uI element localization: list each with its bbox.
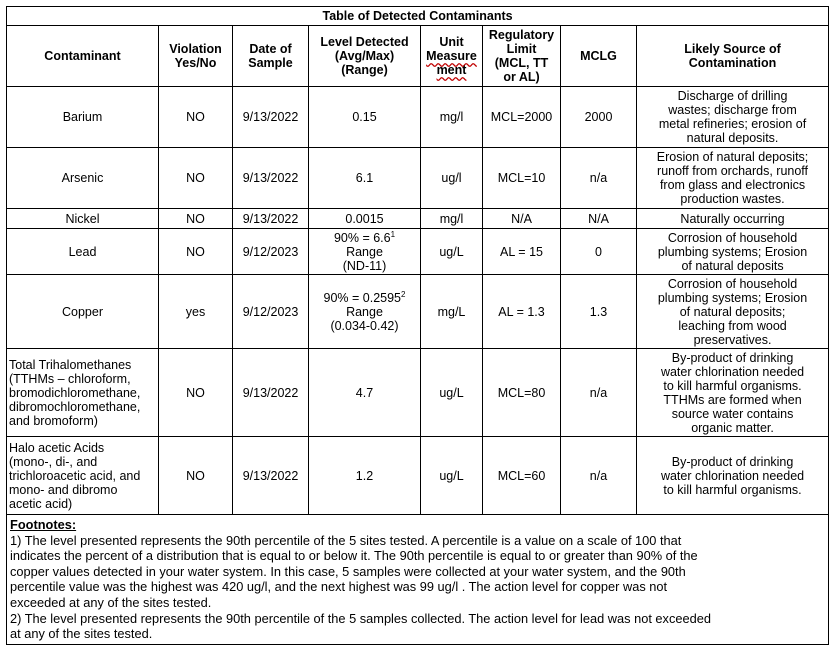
footnote-line: indicates the percent of a distribution that is equal to or below it. The 90th percentile is equal to or greater than 90% of the <box>10 548 698 564</box>
contaminant-cell <box>7 275 159 349</box>
contaminant-cell <box>7 209 159 229</box>
source-cell-line: preservatives. <box>693 332 772 347</box>
table-row <box>7 148 829 209</box>
level-cell-line: 6.1 <box>355 171 374 185</box>
level-cell-line: (0.034-0.42) <box>330 318 399 333</box>
header-limit: Regulatory Limit (MCL, TT or AL) <box>483 26 561 87</box>
contaminant-cell <box>7 87 159 148</box>
table-row <box>7 87 829 148</box>
violation-cell: yes <box>159 275 233 349</box>
date-cell: 9/13/2022 <box>233 349 309 437</box>
source-cell-line: Discharge of drilling <box>677 89 788 103</box>
contaminant-cell-line: Copper <box>62 304 103 319</box>
contaminant-cell-line: and bromoform) <box>9 413 98 428</box>
limit-cell: MCL=80 <box>483 349 561 437</box>
table-row <box>7 229 829 275</box>
header-violation: Violation Yes/No <box>159 26 233 87</box>
violation-cell: NO <box>159 148 233 209</box>
unit-cell: mg/l <box>421 209 483 229</box>
violation-cell: NO <box>159 209 233 229</box>
unit-cell: mg/L <box>421 275 483 349</box>
source-cell <box>637 209 829 229</box>
contaminant-cell <box>7 437 159 515</box>
table-row <box>7 275 829 349</box>
level-cell-line: 90% = 0.2595 <box>323 290 402 305</box>
footnote-marker: 2 <box>401 289 406 299</box>
footnote-marker: 1 <box>390 229 396 239</box>
source-cell-line: By-product of drinking <box>671 454 794 469</box>
source-cell-line: of natural deposits <box>681 258 784 273</box>
header-source: Likely Source of Contamination <box>637 26 829 87</box>
date-cell: 9/13/2022 <box>233 437 309 515</box>
source-cell <box>637 275 829 349</box>
level-cell <box>309 209 421 229</box>
level-cell-line: Range <box>346 304 383 319</box>
contaminant-cell-line: Total Trihalomethanes <box>9 357 132 372</box>
mclg-cell: n/a <box>561 437 637 515</box>
level-cell <box>309 87 421 148</box>
date-cell: 9/12/2023 <box>233 229 309 275</box>
source-cell-line: Corrosion of household <box>667 276 798 291</box>
source-cell <box>637 349 829 437</box>
contaminant-cell-line: Barium <box>62 110 103 124</box>
contaminant-cell-line: Arsenic <box>61 171 104 185</box>
contaminant-cell-line: Lead <box>68 244 97 259</box>
contaminant-cell-line: mono- and dibromo <box>9 482 118 497</box>
footnote-line: 1) The level presented represents the 90th percentile of the 5 sites tested. A percentile is a value on a scale of 100 that <box>10 532 682 548</box>
source-cell-line: water chlorination needed <box>660 364 805 379</box>
source-cell <box>637 229 829 275</box>
header-date: Date of Sample <box>233 26 309 87</box>
limit-cell: AL = 15 <box>483 229 561 275</box>
header-mclg: MCLG <box>561 26 637 87</box>
contaminant-cell-line: (TTHMs – chloroform, <box>9 371 131 386</box>
header-unit: Unit Measure ment <box>421 26 483 87</box>
violation-cell: NO <box>159 437 233 515</box>
level-cell-line: 0.0015 <box>345 211 384 226</box>
level-cell-line: (ND-11) <box>342 258 387 273</box>
contaminant-cell-line: Nickel <box>65 211 100 226</box>
source-cell-line: of natural deposits; <box>679 304 786 319</box>
header-level: Level Detected (Avg/Max) (Range) <box>309 26 421 87</box>
table-row <box>7 209 829 229</box>
unit-cell: ug/L <box>421 229 483 275</box>
footnotes-title: Footnotes: <box>10 517 77 532</box>
unit-cell: ug/l <box>421 148 483 209</box>
footnote-line: 2) The level presented represents the 90th percentile of the 5 samples collected. The action level for lead was not exceeded <box>10 610 711 626</box>
source-cell-line: water chlorination needed <box>660 468 805 483</box>
limit-cell: MCL=10 <box>483 148 561 209</box>
footnote-line: percentile value was the highest was 420 ug/l, and the next highest was 99 ug/l . The action level for copper was not <box>10 579 668 595</box>
limit-cell: MCL=60 <box>483 437 561 515</box>
contaminant-cell <box>7 148 159 209</box>
mclg-cell: N/A <box>561 209 637 229</box>
source-cell-line: Naturally occurring <box>680 211 785 226</box>
unit-cell: mg/l <box>421 87 483 148</box>
source-cell-line: By-product of drinking <box>671 350 794 365</box>
table-row <box>7 437 829 515</box>
violation-cell: NO <box>159 87 233 148</box>
level-cell-line: 4.7 <box>355 385 374 400</box>
contaminant-cell-line: (mono-, di-, and <box>9 454 98 469</box>
level-cell <box>309 275 421 349</box>
source-cell-line: from glass and electronics <box>659 178 806 192</box>
unit-cell: ug/L <box>421 437 483 515</box>
footnotes <box>7 515 829 645</box>
level-cell-line: 90% = 6.6 <box>333 230 391 245</box>
contaminant-cell-line: trichloroacetic acid, and <box>9 468 141 483</box>
level-cell-line: Range <box>346 244 383 259</box>
level-first-line <box>311 291 418 305</box>
date-cell: 9/13/2022 <box>233 148 309 209</box>
level-cell <box>309 229 421 275</box>
source-cell-line: Corrosion of household <box>667 230 798 245</box>
date-cell: 9/13/2022 <box>233 87 309 148</box>
footnote-line: exceeded at any of the sites tested. <box>10 594 212 610</box>
violation-cell: NO <box>159 229 233 275</box>
table-row <box>7 349 829 437</box>
contaminant-cell-line: acetic acid) <box>9 496 73 511</box>
mclg-cell: n/a <box>561 349 637 437</box>
contaminant-cell <box>7 229 159 275</box>
contaminant-cell <box>7 349 159 437</box>
source-cell-line: plumbing systems; Erosion <box>657 244 808 259</box>
mclg-cell: 2000 <box>561 87 637 148</box>
footnote-line: copper values detected in your water system. In this case, 5 samples were collected at your water system, and the 90th <box>10 563 686 579</box>
source-cell-line: TTHMs are formed when <box>663 392 802 407</box>
mclg-cell: 1.3 <box>561 275 637 349</box>
limit-cell: AL = 1.3 <box>483 275 561 349</box>
source-cell-line: natural deposits. <box>686 131 779 145</box>
level-cell-line: 0.15 <box>352 110 377 124</box>
unit-cell: ug/L <box>421 349 483 437</box>
source-cell-line: metal refineries; erosion of <box>658 117 807 131</box>
level-cell <box>309 349 421 437</box>
level-cell <box>309 437 421 515</box>
footnote-line: at any of the sites tested. <box>10 626 153 642</box>
violation-cell: NO <box>159 349 233 437</box>
header-contaminant: Contaminant <box>7 26 159 87</box>
date-cell: 9/13/2022 <box>233 209 309 229</box>
source-cell-line: Erosion of natural deposits; <box>656 150 809 164</box>
table-title: Table of Detected Contaminants <box>7 7 829 26</box>
contaminant-cell-line: dibromochloromethane, <box>9 399 141 414</box>
header-row <box>7 26 829 87</box>
source-cell-line: plumbing systems; Erosion <box>657 290 808 305</box>
level-first-line <box>311 231 418 245</box>
source-cell <box>637 148 829 209</box>
source-cell-line: organic matter. <box>691 420 774 435</box>
source-cell-line: to kill harmful organisms. <box>663 482 802 497</box>
level-cell-line: 1.2 <box>355 468 374 483</box>
limit-cell: MCL=2000 <box>483 87 561 148</box>
source-cell-line: runoff from orchards, runoff <box>657 164 809 178</box>
mclg-cell: 0 <box>561 229 637 275</box>
source-cell-line: wastes; discharge from <box>668 103 797 117</box>
limit-cell: N/A <box>483 209 561 229</box>
source-cell-line: source water contains <box>671 406 794 421</box>
mclg-cell: n/a <box>561 148 637 209</box>
level-cell <box>309 148 421 209</box>
source-cell-line: to kill harmful organisms. <box>663 378 802 393</box>
contaminants-table <box>6 6 829 645</box>
contaminant-cell-line: bromodichloromethane, <box>9 385 141 400</box>
source-cell <box>637 437 829 515</box>
date-cell: 9/12/2023 <box>233 275 309 349</box>
contaminant-cell-line: Halo acetic Acids <box>9 440 105 455</box>
source-cell <box>637 87 829 148</box>
source-cell-line: leaching from wood <box>678 318 787 333</box>
source-cell-line: production wastes. <box>680 192 785 206</box>
